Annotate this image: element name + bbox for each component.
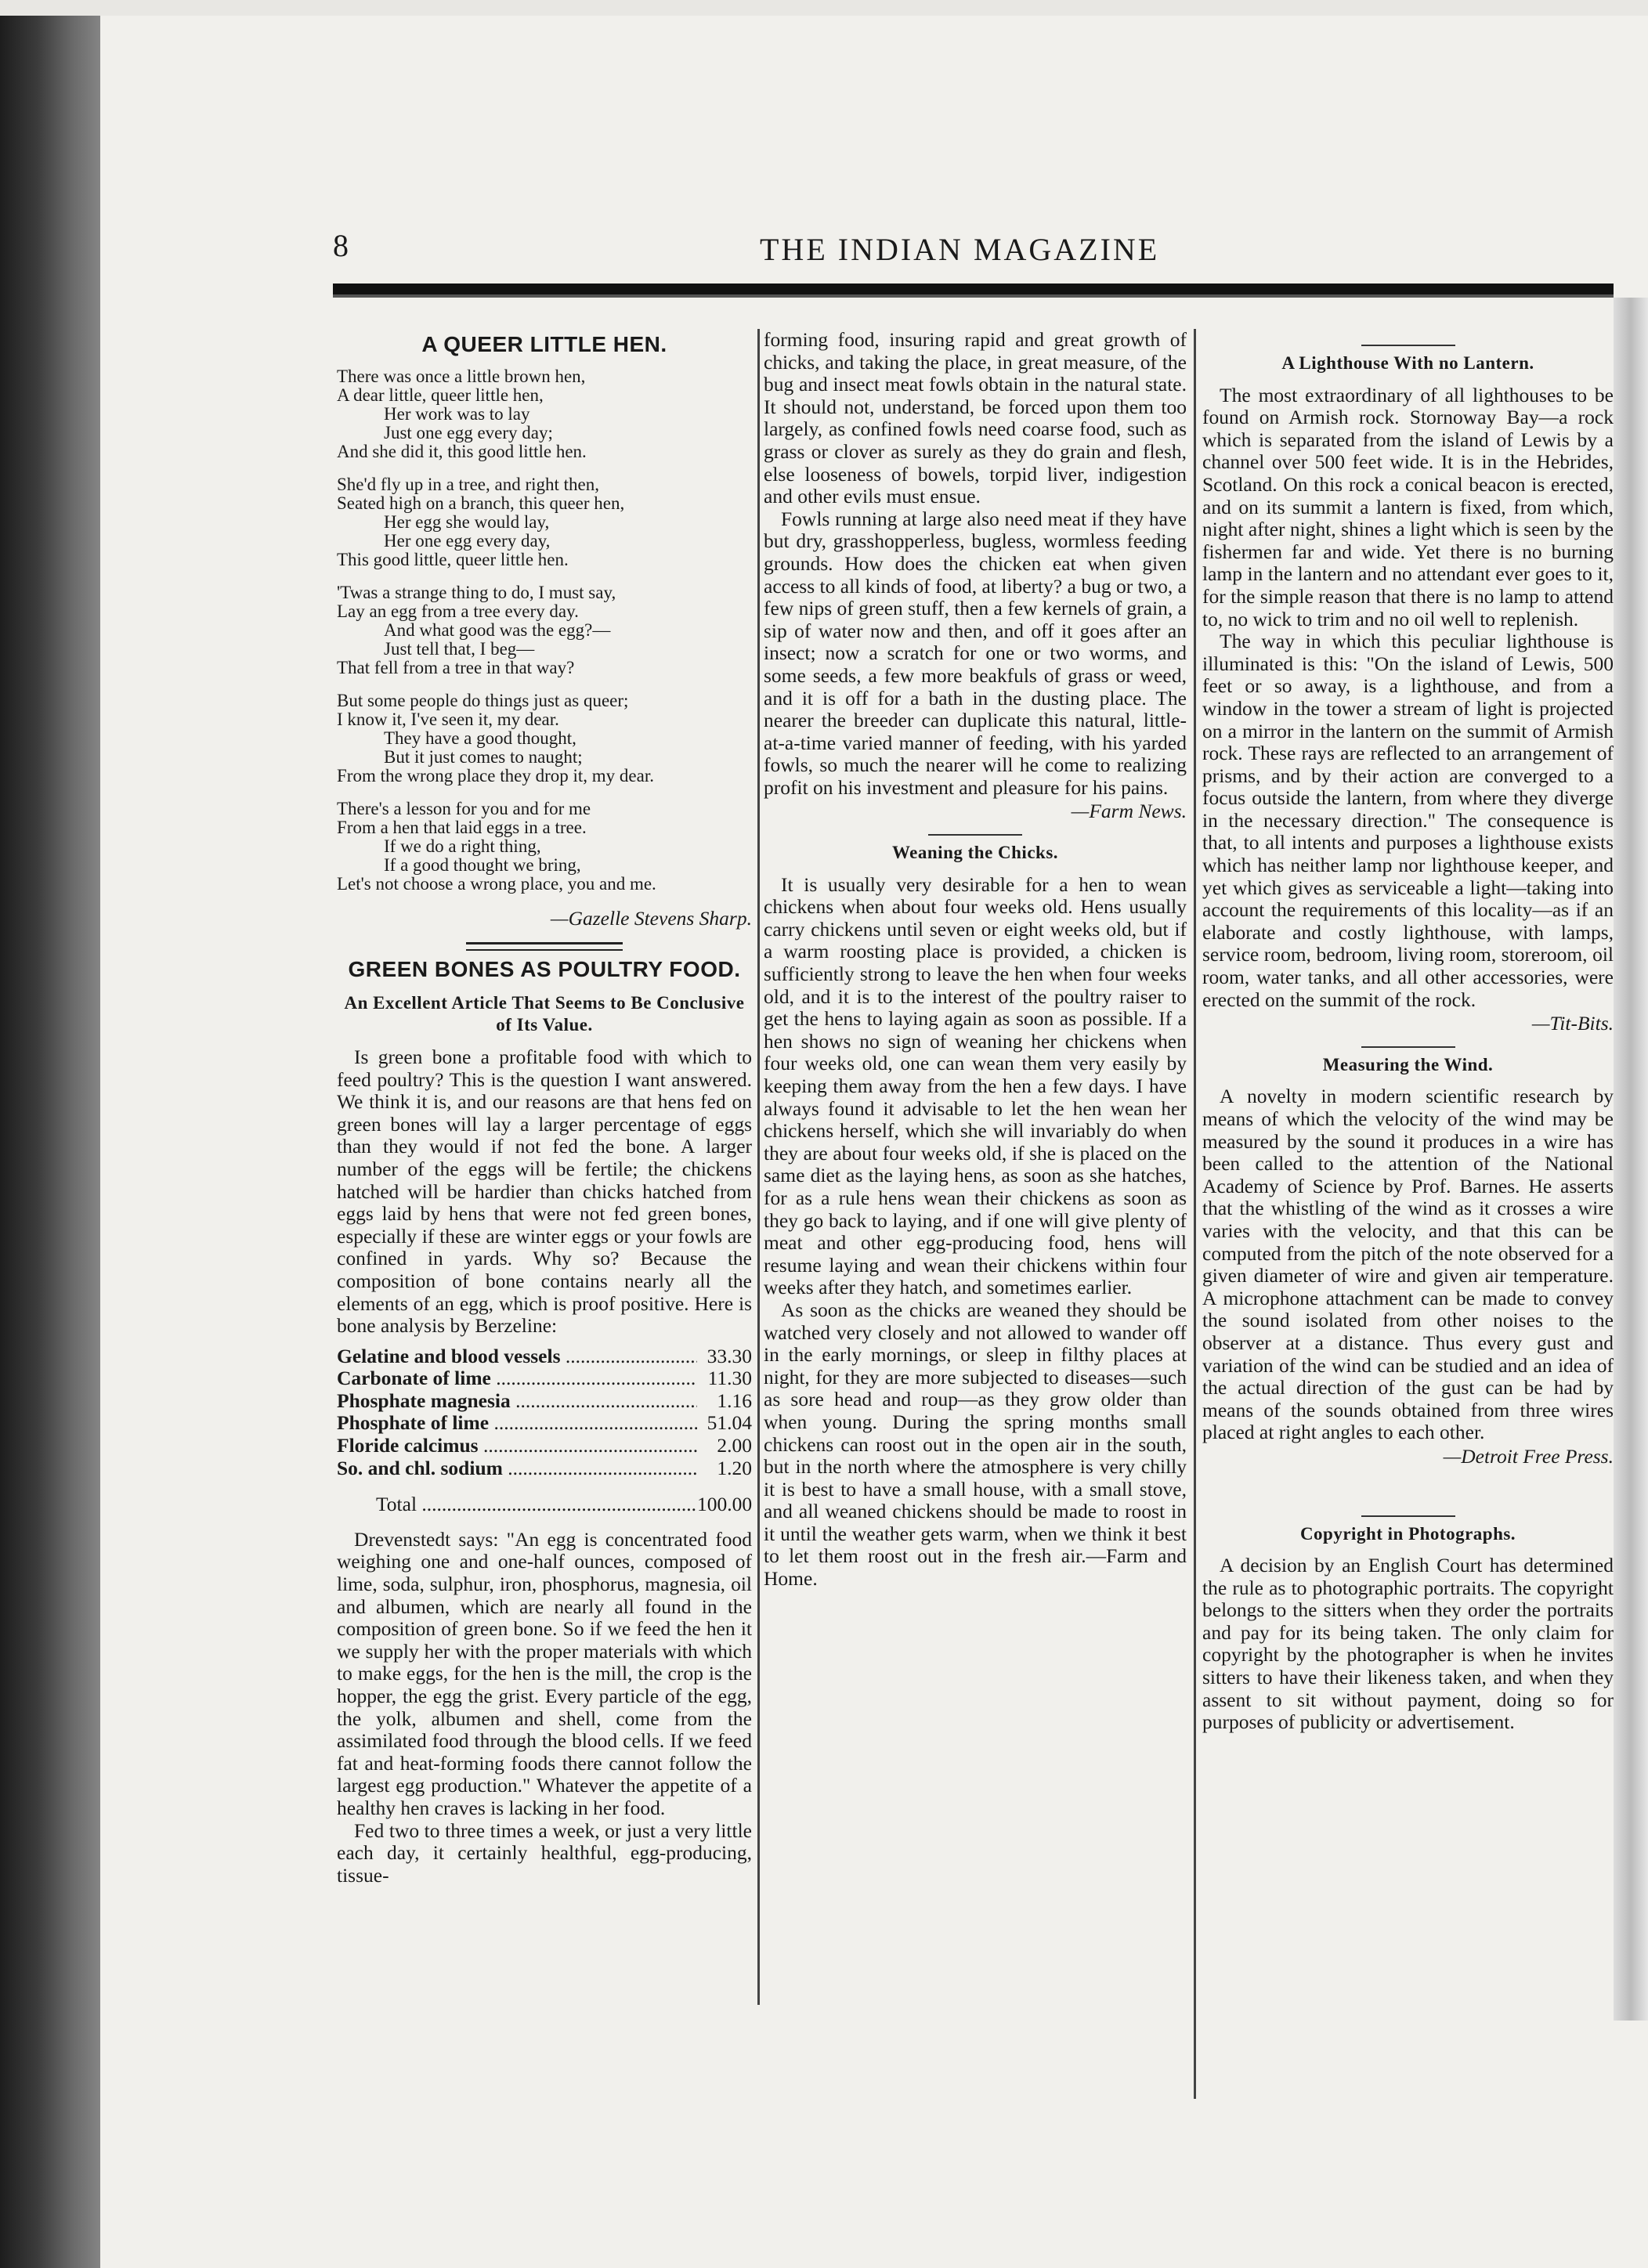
article-title: A Lighthouse With no Lantern. bbox=[1281, 353, 1534, 373]
column-2 bbox=[764, 329, 1187, 1591]
analysis-row bbox=[337, 1345, 752, 1368]
analysis-value: 33.30 bbox=[707, 1344, 752, 1367]
analysis-label: Gelatine and blood vessels ..... bbox=[337, 1345, 697, 1368]
article-title: Copyright in Photographs. bbox=[1299, 1523, 1516, 1544]
analysis-label: Carbonate of lime ..... bbox=[337, 1367, 697, 1390]
article-subtitle: An Excellent Article That Seems to Be Conclusive of Its Value. bbox=[344, 992, 745, 1035]
bone-analysis-table bbox=[337, 1345, 752, 1480]
scan-shadow-left bbox=[0, 0, 106, 2268]
analysis-row bbox=[337, 1457, 752, 1480]
column-1 bbox=[337, 329, 752, 1887]
poem-line: There was once a little brown hen, bbox=[337, 366, 586, 386]
poem-stanza bbox=[337, 692, 752, 785]
section-rule bbox=[466, 942, 623, 951]
poem-line: I know it, I've seen it, my dear. bbox=[337, 709, 559, 729]
article-paragraph: It is usually very desirable for a hen to wean chickens when about four weeks old. Hens usually carry chickens until seven or eight weeks old, but if a warm roosting place is provided, a chicken is sufficiently strong to leave the hen when four weeks old, and it is to the interest of the poultry raiser to get the hens to laying again as soon as possible. If a hen shows no sign of weaning her chickens when four weeks old, one can wean them very easily by keeping them away from the hen a few days. I have always found it advisable to let the hen wean her chickens herself, which she will invariably do when they are about four weeks old, if she is placed on the same diet as the laying hens, as soon as she hatches, for as a rule hens wean their chickens as soon as they go back to laying, and if one will give plenty of meat and other egg-producing food, hens will resume laying and wean their chickens within four weeks after they hatch, and sometimes earlier. bbox=[764, 872, 1187, 1299]
poem-line: If we do a right thing, bbox=[384, 836, 541, 856]
poem-stanza bbox=[337, 800, 752, 894]
poem-line: Her work was to lay bbox=[384, 403, 530, 424]
poem-line: This good little, queer little hen. bbox=[337, 549, 569, 569]
poem-body bbox=[337, 367, 752, 894]
article-paragraph: forming food, insuring rapid and great growth of chicks, and taking the place, in great measure, of the bug and insect meat fowls obtain in the natural state. It should not, understand, be forced upon them too largely, as confined fowls need coarse food, such as grass or clover as surely as they do grain and flesh, else looseness of bowels, torpid liver, indigestion and other evils must ensue. bbox=[764, 328, 1187, 508]
poem-line: That fell from a tree in that way? bbox=[337, 657, 575, 677]
poem-line: She'd fly up in a tree, and right then, bbox=[337, 474, 600, 494]
total-label: Total ..... bbox=[337, 1493, 697, 1516]
article-source: —Farm News. bbox=[1071, 800, 1187, 823]
poem-line: Lay an egg from a tree every day. bbox=[337, 601, 579, 621]
article-paragraph: As soon as the chicks are weaned they should be watched very closely and not allowed to wander off in the early mornings, or sleep in filthy places at night, for they are more subjected to diseases—such as sore head and roup—as they grow older than when young. During the spring months small chickens can roost out in the open air in the south, but in the north where the atmosphere is very chilly it is best to have a small house, with a small stove, and all weaned chickens should be made to roost in it until the weather gets warm, when we think it best to let them roost out in the fresh air.—Farm and Home. bbox=[764, 1298, 1187, 1591]
poem-line: Just one egg every day; bbox=[384, 422, 553, 442]
analysis-value: 1.20 bbox=[717, 1456, 752, 1479]
poem-line: If a good thought we bring, bbox=[384, 854, 581, 875]
analysis-value: 11.30 bbox=[707, 1367, 752, 1390]
page-number: 8 bbox=[333, 228, 349, 263]
article-source: —Tit-Bits. bbox=[1531, 1012, 1614, 1035]
header-rule bbox=[333, 284, 1614, 298]
poem-line: They have a good thought, bbox=[384, 728, 576, 748]
scan-edge-top bbox=[0, 0, 1648, 16]
poem-line: Just tell that, I beg— bbox=[384, 638, 535, 659]
analysis-label: So. and chl. sodium ..... bbox=[337, 1457, 697, 1480]
article-paragraph: Fed two to three times a week, or just a very little each day, it certainly healthful, egg-producing, tissue- bbox=[337, 1818, 752, 1887]
analysis-value: 2.00 bbox=[717, 1434, 752, 1457]
poem-line: But it just comes to naught; bbox=[384, 746, 583, 767]
poem-line: From the wrong place they drop it, my dear. bbox=[337, 765, 654, 785]
article-title: Measuring the Wind. bbox=[1322, 1054, 1494, 1074]
article-source: —Detroit Free Press. bbox=[1443, 1444, 1614, 1468]
poem-line: And she did it, this good little hen. bbox=[337, 441, 587, 461]
poem-line: 'Twas a strange thing to do, I must say, bbox=[337, 582, 616, 602]
analysis-row bbox=[337, 1435, 752, 1457]
article-paragraph: The most extraordinary of all lighthouses to be found on Armish rock. Stornoway Bay—a rock which is separated from the island of Lewis by a channel over 500 feet wide. It is in the Hebrides, Scotland. On this rock a conical beacon is erected, and on its summit a lantern is fixed, from which, night after night, shines a light which is seen by the fishermen far and wide. Yet there is no burning lamp in the lantern and no attendant ever goes to it, for the simple reason that there is no lamp to attend to, no wick to trim and no oil well to replenish. bbox=[1202, 383, 1614, 630]
analysis-value: 1.16 bbox=[717, 1389, 752, 1412]
section-rule bbox=[1361, 1046, 1455, 1048]
poem-stanza bbox=[337, 475, 752, 569]
column-3 bbox=[1202, 329, 1614, 1734]
analysis-label: Phosphate magnesia ..... bbox=[337, 1390, 697, 1413]
scan-edge-right bbox=[1614, 298, 1648, 2021]
analysis-label: Floride calcimus ..... bbox=[337, 1435, 697, 1457]
analysis-row bbox=[337, 1367, 752, 1390]
article-title: Weaning the Chicks. bbox=[891, 843, 1059, 863]
poem-line: Seated high on a branch, this queer hen, bbox=[337, 493, 625, 513]
column-divider bbox=[1194, 329, 1196, 2099]
poem-title: A QUEER LITTLE HEN. bbox=[421, 332, 667, 356]
poem-line: Her egg she would lay, bbox=[384, 511, 550, 532]
section-rule bbox=[1361, 1515, 1455, 1517]
article-paragraph: A novelty in modern scientific research by means of which the velocity of the wind may be measured by the sound it produces in a wire has been called to the attention of the National Academy of Science by Prof. Barnes. He asserts that the whistling of the wind as it crosses a wire varies with the velocity, and that this can be computed from the pitch of the note observed for a given diameter of wire and given air temperature. A microphone attachment can be made to convey the sound isolated from other noises to the observer at a distance. Thus every gust and variation of the wind can be studied and an idea of the actual direction of the gust can be had by means of the sounds obtained from three wires placed at right angles to each other. bbox=[1202, 1085, 1614, 1444]
magazine-title: THE INDIAN MAGAZINE bbox=[760, 232, 1160, 267]
section-rule bbox=[1361, 345, 1455, 346]
poem-line: There's a lesson for you and for me bbox=[337, 798, 591, 818]
article-paragraph: Drevenstedt says: "An egg is concentrated food weighing one and one-half ounces, composed of lime, soda, sulphur, iron, phosphorus, magnesia, oil and albumen, which are nearly all found in the composition of green bone. So if we feed the hen it we supply her with the proper materials with which to make eggs, for the hen is the mill, the crop is the hopper, the egg the grist. Every particle of the egg, the yolk, albumen and shell, come from the assimilated food through the blood cells. If we feed fat and heat-forming foods there cannot follow the largest egg production." Whatever the appetite of a healthy hen craves is lacking in her food. bbox=[337, 1527, 752, 1819]
total-value: 100.00 bbox=[697, 1493, 753, 1516]
article-paragraph: A decision by an English Court has determined the rule as to photographic portraits. The copyright belongs to the sitters when they order the portraits and pay for its being taken. The only claim for copyright by the photographer is when he invites sitters to have their likeness taken, and when they assent to sit without payment, doing so for purposes of publicity or advertisement. bbox=[1202, 1554, 1614, 1734]
poem-stanza bbox=[337, 367, 752, 461]
poem-attribution: —Gazelle Stevens Sharp. bbox=[550, 906, 752, 930]
article-paragraph: The way in which this peculiar lighthouse is illuminated is this: "On the island of Lewis, 500 feet or so away, is a lighthouse, and from a window in the tower a stream of light is projected on a mirror in the lantern on the summit of Armish rock. These rays are reflected to an arrangement of prisms, and by their action are converged to a focus outside the lantern, from where they diverge in the necessary direction." The consequence is that, to all intents and purposes a lighthouse exists which has neither lamp nor lighthouse keeper, and yet which gives as serviceable a light—taking into account the requirements of this locality—as if an elaborate and costly lighthouse, with lamps, service room, bedroom, living room, storeroom, oil room, water tanks, and all other accessories, were erected on the summit of the rock. bbox=[1202, 630, 1614, 1011]
article-title: GREEN BONES AS POULTRY FOOD. bbox=[348, 957, 741, 982]
analysis-row bbox=[337, 1390, 752, 1413]
analysis-total-row bbox=[337, 1493, 752, 1516]
poem-line: Her one egg every day, bbox=[384, 530, 551, 551]
poem-line: A dear little, queer little hen, bbox=[337, 385, 544, 405]
analysis-value: 51.04 bbox=[707, 1411, 752, 1435]
article-paragraph: Fowls running at large also need meat if they have but dry, grasshopperless, bugless, wormless feeding grounds. How does the chicken eat when given access to all kinds of food, at liberty? a bug or two, a few nips of green stuff, then a few kernels of grain, a sip of water now and then, and off it goes after an insect; now a scratch for one or two worms, and some seeds, a few more beakfuls of grass or weed, and it is off for a bath in the dusting place. The nearer the breeder can duplicate this natural, little-at-a-time varied manner of feeding, with his yarded fowls, so much the nearer will he come to realizing profit on his investment and pleasure for his pains. bbox=[764, 507, 1187, 799]
poem-line: But some people do things just as queer; bbox=[337, 690, 629, 710]
section-rule bbox=[928, 834, 1022, 836]
analysis-label: Phosphate of lime ..... bbox=[337, 1412, 697, 1435]
column-divider bbox=[757, 329, 760, 2005]
poem-line: And what good was the egg?— bbox=[384, 619, 611, 640]
poem-stanza bbox=[337, 583, 752, 677]
analysis-row bbox=[337, 1412, 752, 1435]
poem-line: From a hen that laid eggs in a tree. bbox=[337, 817, 587, 837]
article-paragraph: Is green bone a profitable food with which to feed poultry? This is the question I want answered. We think it is, and our reasons are that hens fed on green bones will lay a larger percentage of eggs than they would if not fed the bone. A larger number of the eggs will be fertile; the chickens hatched will be hardier than chicks hatched from eggs laid by hens that were not fed green bones, especially if these are winter eggs or your fowls are confined in yards. Why so? Because the composition of bone contains nearly all the elements of an egg, which is proof positive. Here is bone analysis by Berzeline: bbox=[337, 1045, 752, 1338]
poem-line: Let's not choose a wrong place, you and me. bbox=[337, 873, 656, 894]
